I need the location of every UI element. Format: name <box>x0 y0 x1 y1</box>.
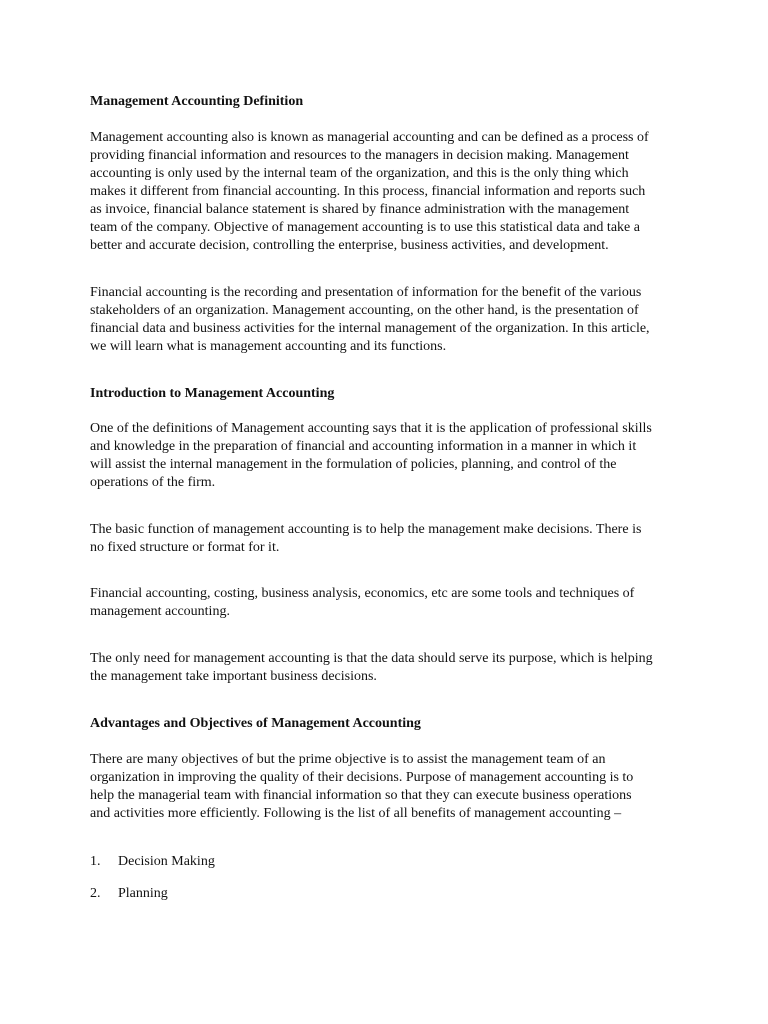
text-line: management accounting. <box>90 604 230 619</box>
text-line: help the managerial team with financial information so that they can execute business operations <box>90 788 632 803</box>
list-item <box>90 885 168 903</box>
paragraph-introduction-4 <box>90 650 690 686</box>
text-line: financial data and business activities for the internal management of the organization. In this article, <box>90 321 650 336</box>
paragraph-definition-1 <box>90 129 690 255</box>
text-line: team of the company. Objective of management accounting is to use this statistical data and take a <box>90 220 640 235</box>
section-heading-definition: Management Accounting Definition <box>90 94 304 109</box>
section-heading-advantages: Advantages and Objectives of Management Accounting <box>90 716 421 731</box>
text-line: the management take important business decisions. <box>90 669 377 684</box>
text-line: and knowledge in the preparation of financial and accounting information in a manner in which it <box>90 439 637 454</box>
text-line: The basic function of management accounting is to help the management make decisions. There is <box>90 522 642 537</box>
text-line: stakeholders of an organization. Management accounting, on the other hand, is the presentation of <box>90 303 639 318</box>
text-line: we will learn what is management accounting and its functions. <box>90 339 447 354</box>
text-line: Management accounting also is known as managerial accounting and can be defined as a process of <box>90 130 649 145</box>
paragraph-introduction-3 <box>90 585 690 621</box>
list-item-number: 1. <box>90 854 101 869</box>
section-heading-introduction: Introduction to Management Accounting <box>90 386 335 401</box>
text-line: as invoice, financial balance statement is shared by finance administration with the management <box>90 202 630 217</box>
text-line: operations of the firm. <box>90 475 216 490</box>
text-line: Financial accounting is the recording and presentation of information for the benefit of the various <box>90 285 642 300</box>
text-line: organization in improving the quality of their decisions. Purpose of management accounting is to <box>90 770 634 785</box>
list-item-number: 2. <box>90 886 101 901</box>
list-item-text: Decision Making <box>118 854 215 869</box>
text-line: providing financial information and resources to the managers in decision making. Management <box>90 148 629 163</box>
text-line: better and accurate decision, controlling the enterprise, business activities, and development. <box>90 238 609 253</box>
list-item-text: Planning <box>118 886 168 901</box>
text-line: Financial accounting, costing, business analysis, economics, etc are some tools and techniques of <box>90 586 635 601</box>
text-line: There are many objectives of but the prime objective is to assist the management team of an <box>90 752 606 767</box>
paragraph-introduction-1 <box>90 420 690 492</box>
text-line: will assist the internal management in the formulation of policies, planning, and control of the <box>90 457 617 472</box>
paragraph-definition-2 <box>90 284 690 356</box>
text-line: accounting is only used by the internal team of the organization, and this is the only thing which <box>90 166 629 181</box>
paragraph-advantages-1 <box>90 751 690 823</box>
text-line: makes it different from financial accounting. In this process, financial information and reports such <box>90 184 646 199</box>
text-line: and activities more efficiently. Following is the list of all benefits of management accounting – <box>90 806 622 821</box>
text-line: One of the definitions of Management accounting says that it is the application of professional skills <box>90 421 652 436</box>
text-line: The only need for management accounting is that the data should serve its purpose, which is helping <box>90 651 653 666</box>
paragraph-introduction-2 <box>90 521 690 557</box>
list-item <box>90 853 215 871</box>
text-line: no fixed structure or format for it. <box>90 540 280 555</box>
